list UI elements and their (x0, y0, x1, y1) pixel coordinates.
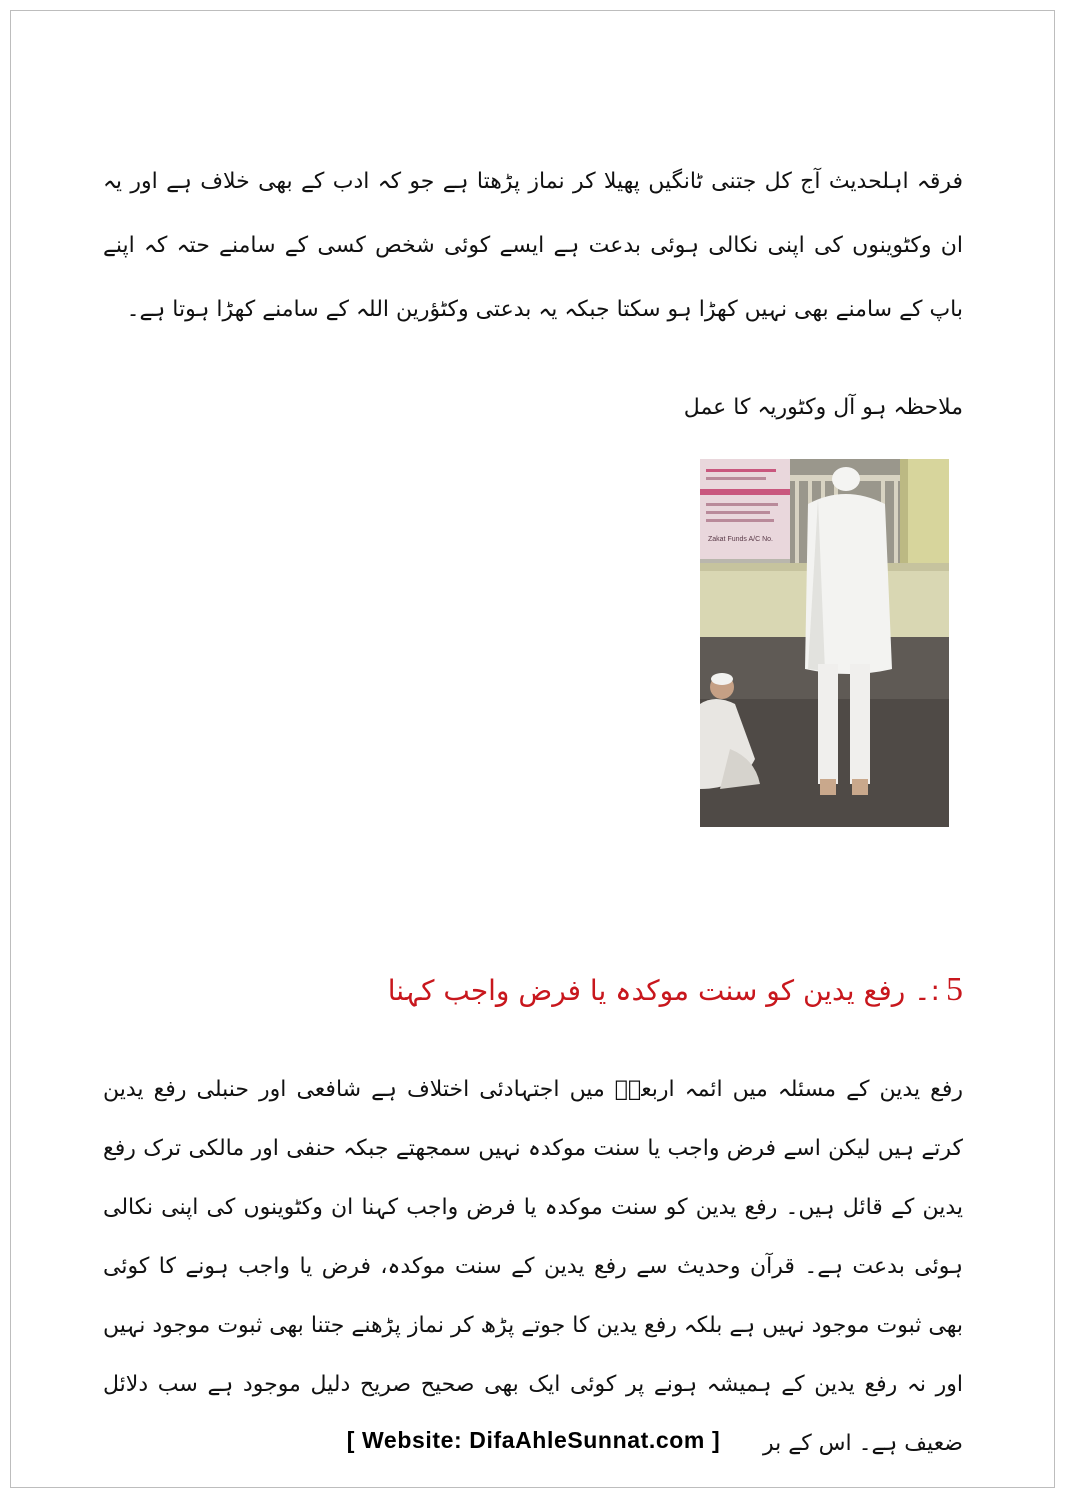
body-paragraph-2: رفع یدین کے مسئلہ میں ائمہ اربعہؒ میں اجتہادئی اختلاف ہے شافعی اور حنبلی رفع یدین کرتے ہیں لیکن اسے فرض واجب یا سنت موکدہ نہیں سمجھتے جبکہ حنفی اور مالکی ترک رفع یدین کے قائل ہیں۔ رفع یدین کو سنت موکدہ یا فرض واجب کہنا ان وکٹوینوں کی اپنی نکالی ہوئی بدعت ہے۔ قرآن وحدیث سے رفع یدین کے سنت موکدہ، فرض یا واجب ہونے کا کوئی بھی ثبوت موجود نہیں ہے بلکہ رفع یدین کا جوتے پڑھ کر نماز پڑھنے جتنا بھی ثبوت موجود نہیں اور نہ رفع یدین کے ہمیشہ ہونے پر کوئی ایک بھی صحیح صریح دلیل موجود ہے سب دلائل ضعیف ہے۔ اس کے بر (103, 1077, 963, 1456)
mosque-photo (700, 459, 949, 827)
website-footer: [ Website: DifaAhleSunnat.com ] (346, 1427, 721, 1453)
mosque-photo-drawing (700, 459, 949, 827)
section-heading-text: :۔ رفع یدین کو سنت موکدہ یا فرض واجب کہنا (387, 974, 940, 1007)
section-heading (103, 966, 963, 1015)
body-paragraph-1: فرقہ اہلحدیث آج کل جتنی ٹانگیں پھیلا کر نماز پڑھتا ہے جو کہ ادب کے بھی خلاف ہے اور یہ ان وکٹوینوں کی اپنی نکالی ہوئی بدعت ہے ایسے کوئی شخص کسی کے سامنے حتہ کہ اپنے باپ کے سامنے بھی نہیں کھڑا ہو سکتا جبکہ یہ بدعتی وکٹؤرین اللہ کے سامنے کھڑا ہوتا ہے۔ (103, 169, 963, 322)
photo-caption: ملاحظہ ہو آل وکٹوریہ کا عمل (683, 395, 963, 420)
sign-text: Zakat Funds A/C No. (708, 536, 773, 543)
section-number: 5 (946, 971, 963, 1008)
